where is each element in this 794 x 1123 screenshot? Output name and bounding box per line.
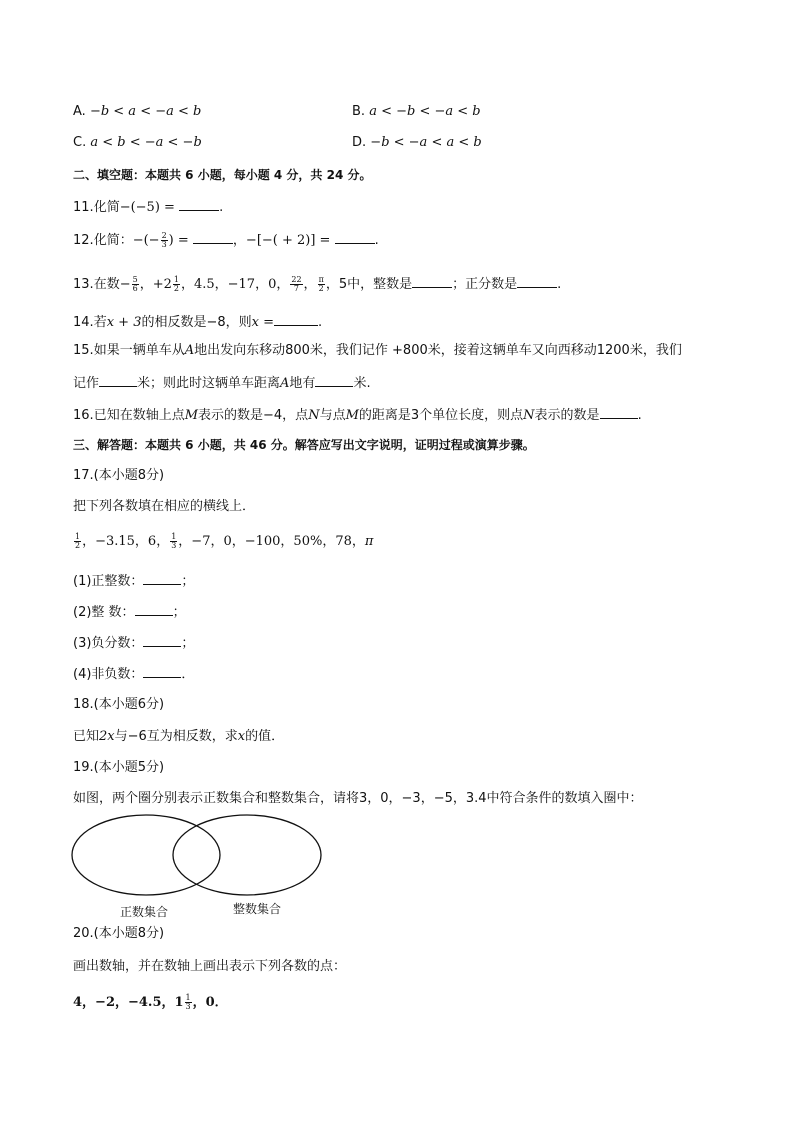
fraction-den: 2 [75,541,81,550]
question-text: 在数 [93,277,120,292]
question-text: 的值． [245,729,285,744]
fraction [185,994,192,1011]
question-number: 12. [73,233,94,248]
answer-blank[interactable] [99,373,137,387]
integer-set-circle[interactable] [173,815,321,895]
question-13 [73,274,561,294]
fraction-den: 3 [161,240,167,249]
answer-blank[interactable] [335,230,375,244]
math-expr: 4，−2，−4.5，1 [73,995,184,1010]
choice-expr: −b < −a < a < b [370,135,482,150]
question-text: 已知在数轴上点 [93,408,185,423]
choice-letter: A. [73,104,86,119]
choice-c [73,134,202,152]
item-label: (4)非负数： [73,667,144,682]
fraction-num: 5 [132,275,138,284]
math-var: A [184,343,195,358]
math-expr: ，0． [192,995,228,1010]
punct: . [374,233,379,248]
answer-blank[interactable] [143,633,181,647]
answer-blank[interactable] [315,373,353,387]
math-expr: ，−3.15，6， [82,534,170,549]
question-19-heading: 19.(本小题5分) [73,760,165,775]
question-15-line-2 [73,373,371,393]
question-11 [73,197,223,217]
fraction [161,232,168,249]
positive-set-circle[interactable] [72,815,220,895]
question-17-item-3 [73,633,194,653]
question-19-text: 如图，两个圈分别表示正数集合和整数集合，请将3，0，−3，−5，3.4中符合条件的数填入圈中： [73,791,643,806]
answer-blank[interactable] [135,602,173,616]
math-expr: 2x [99,729,115,744]
question-text: 若 [93,315,107,330]
math-var: x [237,729,246,744]
math-expr: −(− [132,233,160,248]
question-18-text [73,728,284,746]
fraction [290,276,302,293]
answer-blank[interactable] [274,312,318,326]
math-var: M [184,408,199,423]
question-20-numbers [73,994,228,1012]
choice-a [73,103,201,121]
choice-letter: C. [73,135,87,150]
punct: ， [303,277,317,292]
math-expr: ，+2 [139,277,172,292]
math-var: x [251,315,259,330]
question-text: 地有 [289,376,316,391]
question-text: 米. [353,376,371,391]
question-text: 与点 [319,408,346,423]
math-expr: − [119,277,131,292]
punct: . [637,408,642,423]
question-18-heading: 18.(本小题6分) [73,697,165,712]
question-number: 14. [73,315,94,330]
positive-set-label: 正数集合 [120,905,169,919]
choice-expr: −b < a < −a < b [89,104,202,119]
integer-set-label: 整数集合 [233,902,282,916]
item-label: (1)正整数： [73,574,144,589]
fraction-num: 1 [185,993,191,1002]
math-var: M [345,408,359,423]
answer-blank[interactable] [517,274,557,288]
fraction-den: 3 [185,1002,191,1011]
question-text: 如果一辆单车从 [93,343,185,358]
question-text: 地出发向东移动800米，我们记作 +800米，接着这辆单车又向西移动1200米，我们 [194,343,682,358]
question-17-numbers [73,533,373,551]
question-17-item-2 [73,602,186,622]
answer-blank[interactable] [179,197,219,211]
punct: . [318,315,323,330]
question-text: 与−6互为相反数，求 [114,729,238,744]
question-text: ，5中，整数是 [325,277,413,292]
punct: ； [172,605,186,620]
fraction-den: 2 [173,284,179,293]
math-var: N [308,408,320,423]
question-text: 记作 [73,376,100,391]
question-text: 米；则此时这辆单车距离 [137,376,281,391]
fraction-num: 2 [161,231,167,240]
fraction-num: 1 [171,532,177,541]
fraction [173,276,180,293]
answer-blank[interactable] [600,405,638,419]
question-number: 16. [73,408,94,423]
math-expr: ) = [168,233,189,248]
punct: ， [232,233,246,248]
math-var: A [280,376,290,391]
section-heading-fill-in: 二、填空题：本题共 6 小题，每小题 4 分，共 24 分。 [73,168,372,182]
question-17-item-1 [73,571,194,591]
question-text: 表示的数是−4，点 [198,408,309,423]
question-text: 表示的数是 [534,408,600,423]
fraction-num: π [318,275,324,284]
question-16 [73,405,642,425]
fraction-den: 3 [171,541,177,550]
math-expr: −(−5) = [119,200,175,215]
math-var: N [523,408,535,423]
fraction-num: 22 [291,275,302,284]
punct: . [557,277,562,292]
fraction-den: 2 [318,284,324,293]
fraction [318,276,325,293]
fraction [170,533,177,550]
punct: ． [181,667,195,682]
question-text: 化简： [93,233,133,248]
fraction-num: 1 [75,532,81,541]
answer-blank[interactable] [143,571,181,585]
choice-b [352,103,481,121]
question-15-line-1 [73,342,682,360]
answer-blank[interactable] [412,274,452,288]
question-17-heading: 17.(本小题8分) [73,468,165,483]
question-text: 的相反数是−8，则 [141,315,252,330]
question-17-item-4 [73,664,194,684]
fraction-den: 6 [132,284,138,293]
question-17-instruction: 把下列各数填在相应的横线上． [73,499,256,514]
question-text: ；正分数是 [452,277,518,292]
math-expr: ，−7，0，−100，50%，78， [178,534,365,549]
question-14 [73,312,322,332]
punct: ； [181,636,195,651]
answer-blank[interactable] [193,230,233,244]
question-12 [73,230,379,250]
question-number: 15. [73,343,94,358]
fraction [132,276,139,293]
math-expr: = [258,315,275,330]
math-expr: −[−( + 2)] = [245,233,331,248]
choice-letter: D. [352,135,367,150]
question-number: 11. [73,200,94,215]
question-20-text: 画出数轴，并在数轴上画出表示下列各数的点： [73,959,347,974]
fraction-den: 7 [293,284,299,293]
choice-expr: a < −b < −a < b [369,104,481,119]
venn-diagram [70,812,330,902]
fraction [74,533,81,550]
punct: ； [181,574,195,589]
question-text: 的距离是3个单位长度，则点 [358,408,524,423]
section-heading-solve: 三、解答题：本题共 6 小题，共 46 分。解答应写出文字说明，证明过程或演算步骤。 [73,438,535,452]
answer-blank[interactable] [143,664,181,678]
question-text: 已知 [73,729,100,744]
choice-expr: a < b < −a < −b [90,135,202,150]
fraction-num: 1 [173,275,179,284]
math-expr: ，4.5，−17，0， [180,277,290,292]
item-label: (3)负分数： [73,636,144,651]
question-text: 化简 [93,200,120,215]
choice-d [352,134,482,152]
punct: . [219,200,224,215]
question-number: 13. [73,277,94,292]
question-20-heading: 20.(本小题8分) [73,926,165,941]
item-label: (2)整 数： [73,605,135,620]
math-expr: x + 3 [106,315,142,330]
choice-letter: B. [352,104,366,119]
math-var: π [364,534,374,549]
